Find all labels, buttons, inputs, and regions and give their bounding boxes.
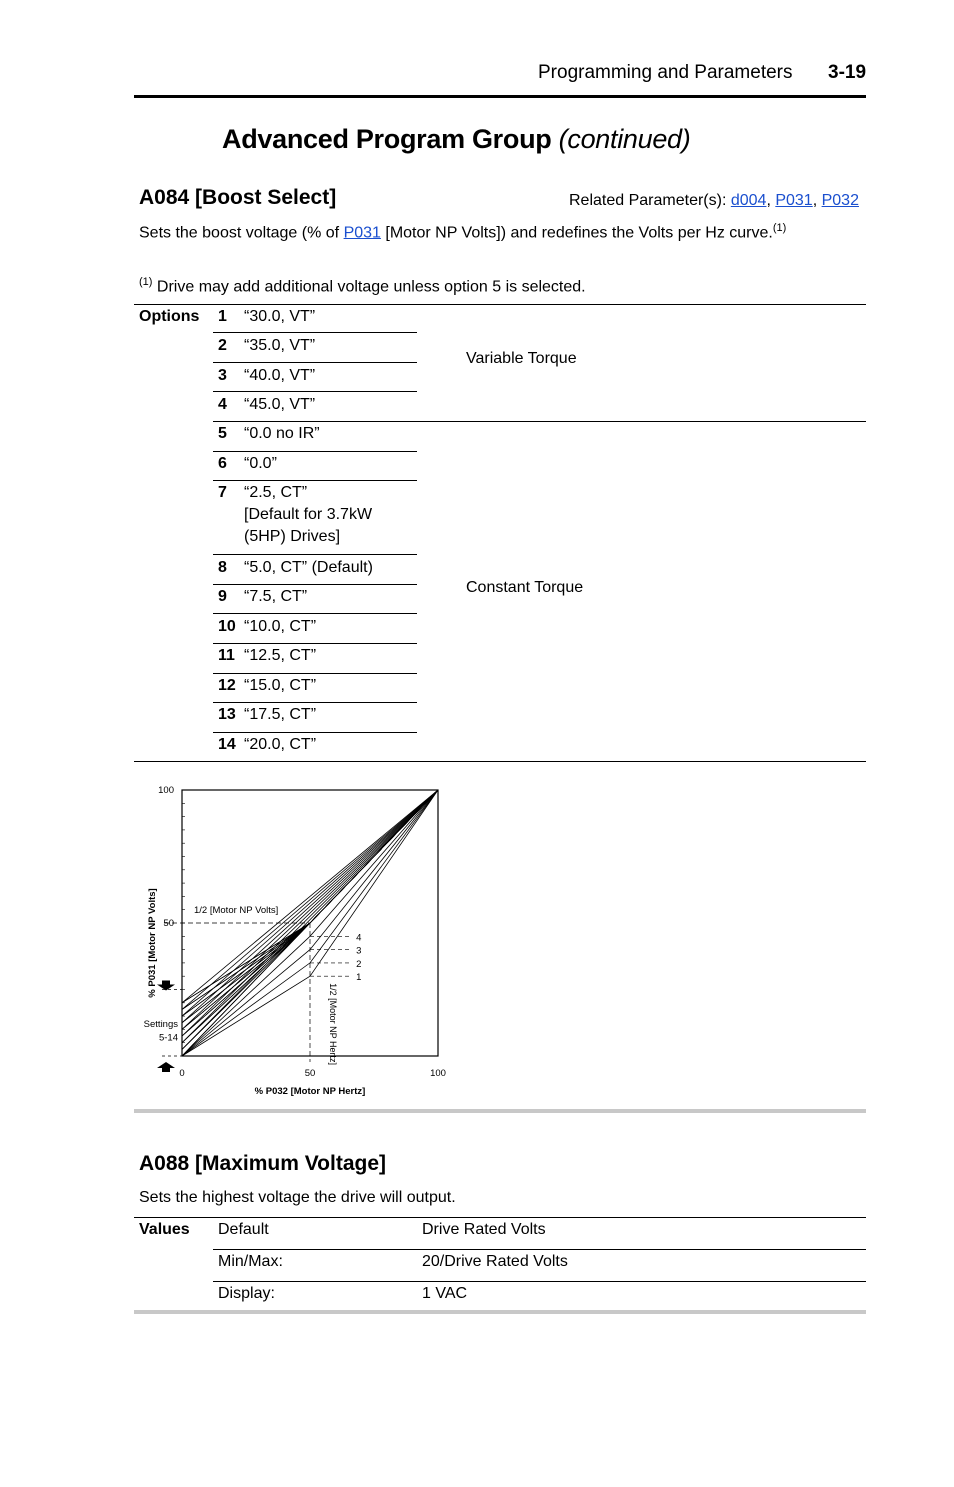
values-bottom-rule (134, 1310, 866, 1314)
option-value (244, 586, 307, 608)
option-row-rule (213, 643, 417, 644)
option-value (244, 557, 373, 579)
option-row-rule (213, 451, 417, 452)
x-tick-label: 100 (430, 1068, 446, 1079)
option-text: “5.0, CT” (Default) (244, 559, 373, 576)
option-value (244, 306, 315, 328)
ct-series-line (182, 790, 438, 1003)
option-row-rule (213, 421, 417, 422)
vt-curve-label: 2 (356, 958, 362, 970)
values-row-label: Default (218, 1221, 269, 1238)
values-row-rule (213, 1281, 866, 1282)
x-axis-label: % P032 [Motor NP Hertz] (254, 1086, 366, 1097)
header-rule (134, 95, 866, 98)
a088-description: Sets the highest voltage the drive will output. (139, 1189, 456, 1206)
option-text: “30.0, VT” (244, 308, 316, 325)
a084-description (139, 222, 786, 242)
option-number: 12 (218, 677, 236, 694)
option-text-line2: [Default for 3.7kW (244, 506, 373, 523)
option-number: 3 (218, 367, 227, 384)
desc-link-p031[interactable]: P031 (343, 224, 381, 242)
group-divider (416, 421, 866, 422)
option-number: 6 (218, 455, 227, 472)
vt-curve-label: 4 (356, 932, 362, 944)
y-tick-label: 50 (163, 918, 174, 929)
values-row-value: 20/Drive Rated Volts (422, 1253, 568, 1270)
option-value (244, 335, 315, 357)
page-number: 3-19 (828, 62, 867, 83)
options-label: Options (139, 308, 200, 325)
option-value (244, 453, 277, 475)
vt-curve-label: 3 (356, 945, 362, 957)
option-value (244, 394, 315, 416)
link-p031[interactable]: P031 (775, 192, 813, 209)
option-text: “40.0, VT” (244, 367, 316, 384)
option-value (244, 423, 320, 445)
footnote-ref: (1) (772, 222, 787, 234)
ct-series-line (182, 790, 438, 1049)
settings-label: Settings (143, 1019, 178, 1031)
option-number: 1 (218, 308, 227, 325)
option-text: “0.0” (244, 455, 277, 472)
vt-curve-label: 1 (356, 972, 362, 984)
link-d004[interactable]: d004 (730, 192, 767, 209)
footnote-text: Drive may add additional voltage unless option 5 is selected. (156, 278, 586, 296)
footnote (139, 276, 586, 296)
option-number: 7 (218, 484, 227, 501)
option-text: “2.5, CT” (244, 484, 308, 501)
option-number: 14 (218, 736, 236, 753)
y-axis-label: % P031 [Motor NP Volts] (147, 888, 158, 998)
related-label: Related Parameter(s): (569, 192, 727, 209)
options-bottom-rule (134, 761, 866, 762)
option-row-rule (213, 391, 417, 392)
option-text-line3: (5HP) Drives] (244, 528, 341, 545)
option-text: “17.5, CT” (244, 706, 317, 723)
option-number: 2 (218, 337, 227, 354)
option-row-rule (213, 332, 417, 333)
desc-post: [Motor NP Volts]) and redefines the Volts per Hz curve. (380, 224, 773, 242)
option-text: “12.5, CT” (244, 647, 317, 664)
group-variable-torque: Variable Torque (466, 350, 577, 367)
section-divider (134, 1109, 866, 1113)
option-number: 13 (218, 706, 236, 723)
option-value (244, 734, 316, 756)
x-tick-label: 50 (304, 1068, 316, 1079)
desc-pre: Sets the boost voltage (% of (139, 224, 344, 242)
group-constant-torque: Constant Torque (466, 579, 584, 596)
settings-range-label: 5-14 (158, 1032, 178, 1044)
option-number: 4 (218, 396, 227, 413)
values-row-value: Drive Rated Volts (422, 1221, 546, 1238)
option-row-rule (213, 554, 417, 555)
related-parameters: Related Parameter(s): d004, P031, P032 (569, 192, 859, 209)
running-header-title: Programming and Parameters (538, 62, 793, 83)
values-row-label: Display: (218, 1285, 275, 1302)
option-value (244, 645, 316, 667)
option-number: 10 (218, 618, 236, 635)
option-text: “20.0, CT” (244, 736, 317, 753)
option-row-rule (213, 584, 417, 585)
a084-title: A084 [Boost Select] (139, 186, 337, 209)
option-text: “0.0 no IR” (244, 425, 320, 442)
half-hertz-label: 1/2 [Motor NP Hertz] (328, 983, 338, 1066)
option-text: “35.0, VT” (244, 337, 316, 354)
up-arrow-icon (157, 1062, 175, 1072)
values-row-rule (213, 1249, 866, 1250)
option-row-rule (213, 673, 417, 674)
option-value (244, 482, 372, 548)
option-value (244, 704, 316, 726)
option-number: 9 (218, 588, 227, 605)
option-value (244, 616, 316, 638)
a088-title: A088 [Maximum Voltage] (139, 1152, 387, 1175)
option-number: 11 (218, 647, 235, 664)
y-tick-label: 100 (158, 785, 174, 796)
footnote-marker: (1) (139, 276, 153, 288)
option-value (244, 365, 315, 387)
link-p032[interactable]: P032 (821, 192, 859, 209)
values-row-label: Min/Max: (218, 1253, 283, 1270)
values-row-value: 1 VAC (422, 1285, 468, 1302)
option-text: “7.5, CT” (244, 588, 308, 605)
down-arrow-icon (157, 981, 175, 991)
option-row-rule (213, 480, 417, 481)
option-row-rule (213, 362, 417, 363)
option-number: 8 (218, 559, 227, 576)
x-tick-label: 0 (179, 1068, 185, 1079)
option-row-rule (213, 613, 417, 614)
page-title (222, 124, 690, 155)
half-volts-label: 1/2 [Motor NP Volts] (194, 905, 279, 916)
boost-chart (134, 775, 464, 1105)
page-title-main: Advanced Program Group (222, 124, 552, 154)
page-title-continued: (continued) (558, 124, 691, 154)
option-row-rule (213, 732, 417, 733)
values-top-rule (134, 1217, 866, 1218)
option-text: “45.0, VT” (244, 396, 316, 413)
options-top-rule (134, 304, 866, 305)
option-text: “10.0, CT” (244, 618, 317, 635)
option-row-rule (213, 702, 417, 703)
option-number: 5 (218, 425, 227, 442)
option-text: “15.0, CT” (244, 677, 317, 694)
option-value (244, 675, 316, 697)
values-label: Values (139, 1221, 190, 1238)
